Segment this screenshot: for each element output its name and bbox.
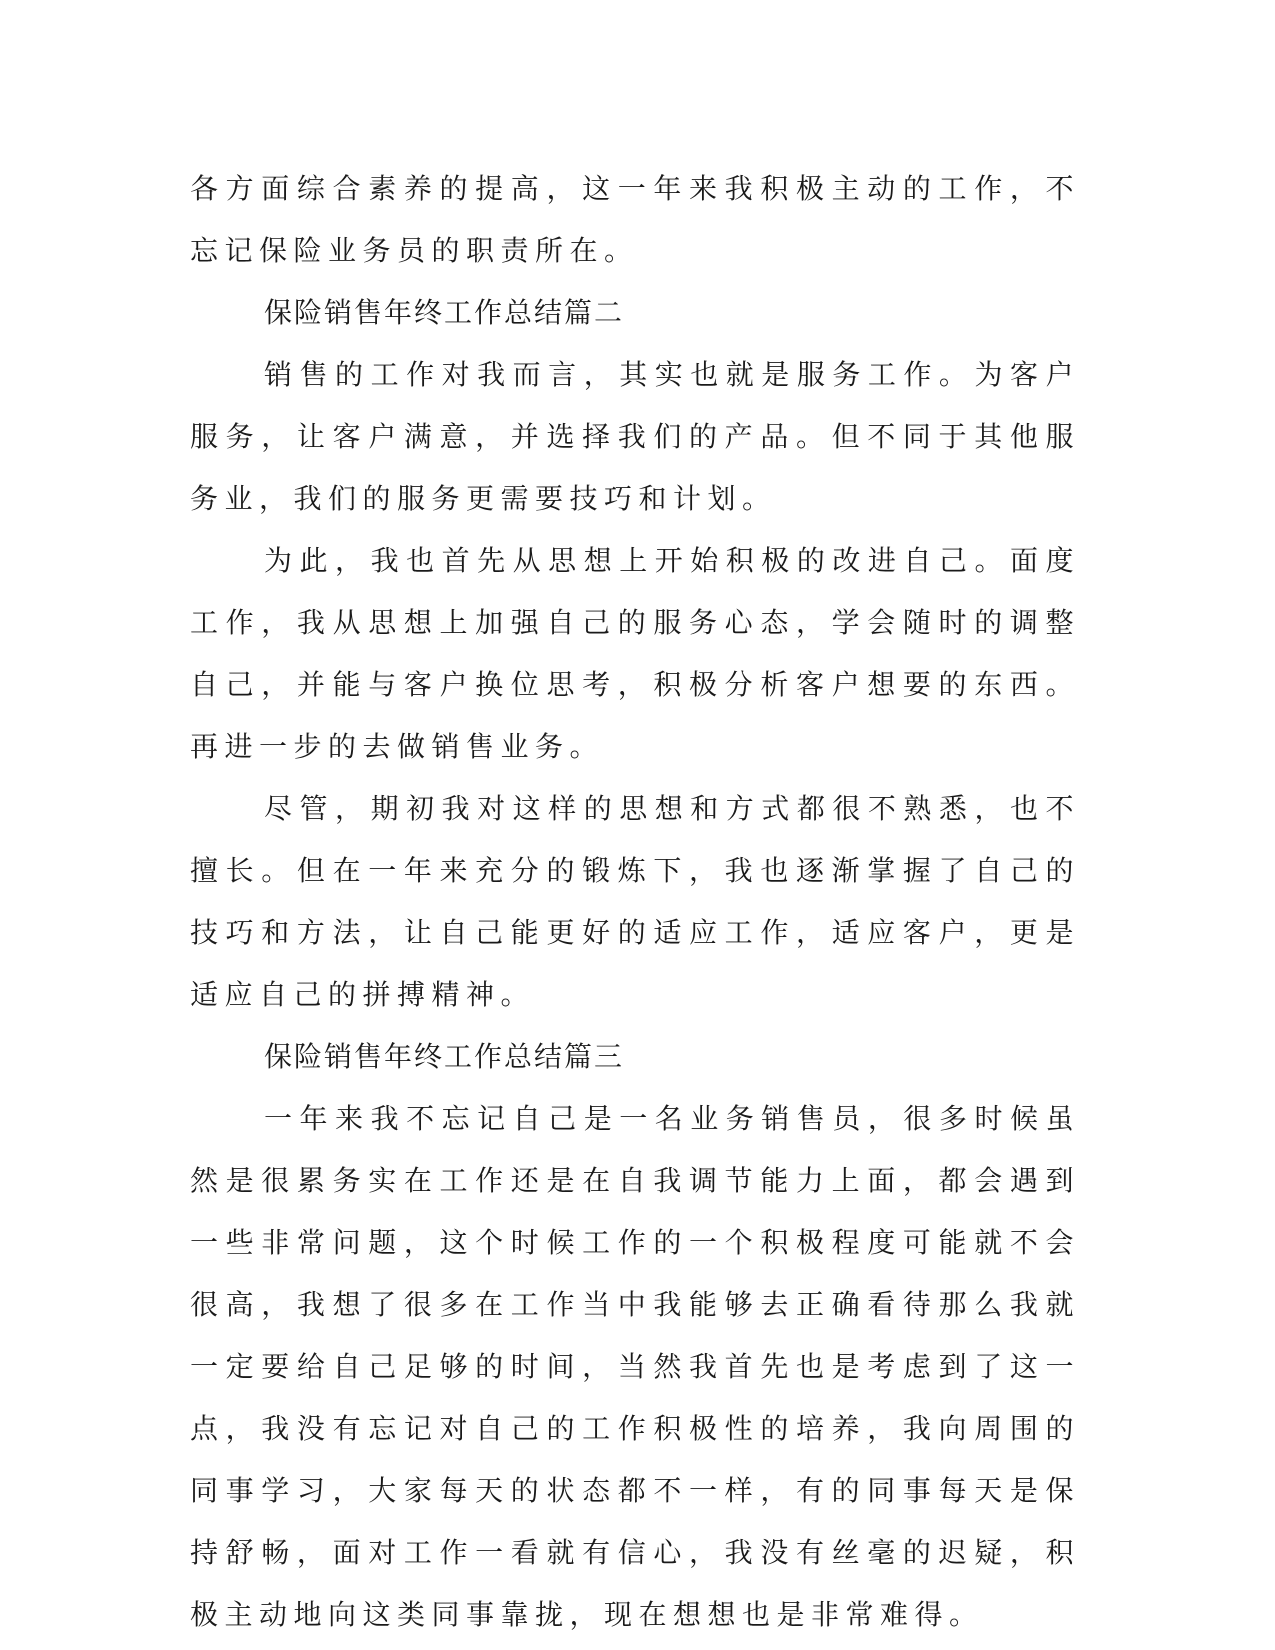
paragraph-body: 为此，我也首先从思想上开始积极的改进自己。面度工作，我从思想上加强自己的服务心态，学会随时的调整自己，并能与客户换位思考，积极分析客户想要的东西。再进一步的去做销售业务。 bbox=[190, 544, 1080, 763]
paragraph-continuation: 各方面综合素养的提高，这一年来我积极主动的工作，不忘记保险业务员的职责所在。 bbox=[190, 172, 1080, 267]
paragraph-body: 尽管，期初我对这样的思想和方式都很不熟悉，也不擅长。但在一年来充分的锻炼下，我也逐渐掌握了自己的技巧和方法，让自己能更好的适应工作，适应客户，更是适应自己的拼搏精神。 bbox=[190, 792, 1080, 1011]
document-body bbox=[190, 158, 1080, 1646]
section-heading-part-three: 保险销售年终工作总结篇三 bbox=[264, 1040, 625, 1073]
paragraph-body: 一年来我不忘记自己是一名业务销售员，很多时候虽然是很累务实在工作还是在自我调节能力上面，都会遇到一些非常问题，这个时候工作的一个积极程度可能就不会很高，我想了很多在工作当中我能够去正确看待那么我就一定要给自己足够的时间，当然我首先也是考虑到了这一点，我没有忘记对自己的工作积极性的培养，我向周围的同事学习，大家每天的状态都不一样，有的同事每天是保持舒畅，面对工作一看就有信心，我没有丝毫的迟疑，积极主动地向这类同事靠拢，现在想想也是非常难得。 bbox=[190, 1102, 1080, 1631]
paragraph-body: 销售的工作对我而言，其实也就是服务工作。为客户服务，让客户满意，并选择我们的产品。但不同于其他服务业，我们的服务更需要技巧和计划。 bbox=[190, 358, 1080, 515]
section-heading-part-two: 保险销售年终工作总结篇二 bbox=[264, 296, 625, 329]
